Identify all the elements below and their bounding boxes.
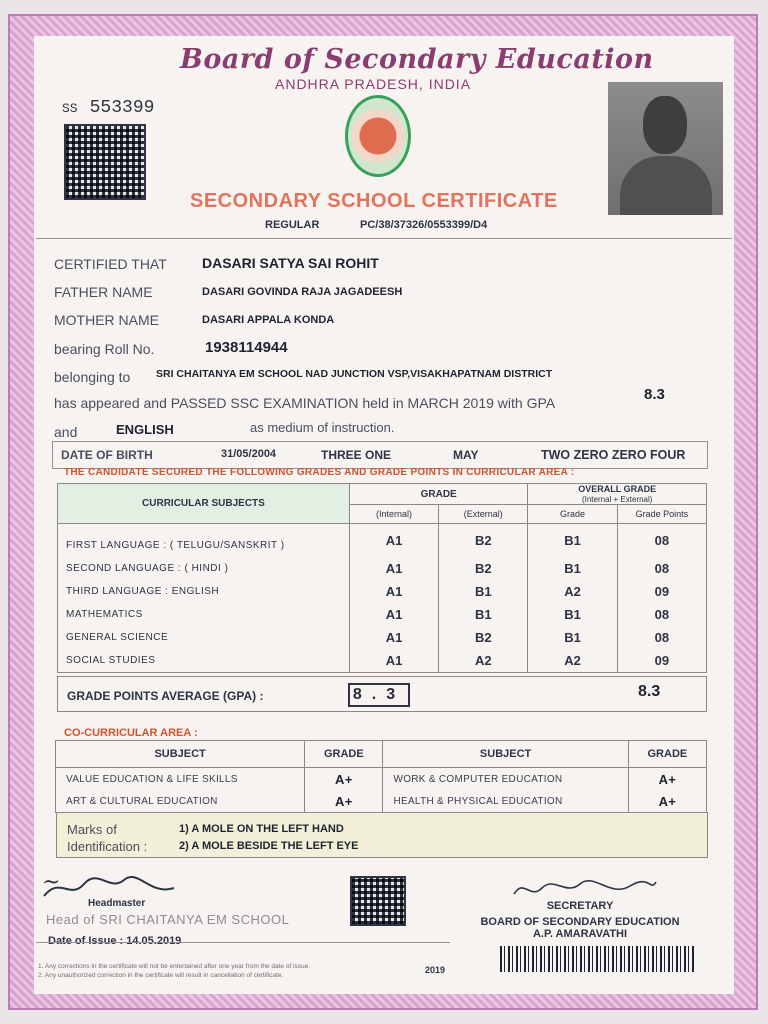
identification-mark-1: 1) A MOLE ON THE LEFT HAND [179, 823, 344, 835]
table-row: GENERAL SCIENCE A1 B2 B1 08 [58, 626, 707, 649]
notes [38, 962, 448, 980]
col-subject-left: SUBJECT [56, 741, 305, 768]
col-subjects: CURRICULAR SUBJECTS [58, 484, 350, 524]
state-emblem [345, 95, 411, 177]
dob-day-words: THREE ONE [321, 448, 392, 462]
candidate-type: REGULAR [265, 219, 320, 231]
dob-year-words: TWO ZERO ZERO FOUR [541, 448, 686, 462]
grades-caption: THE CANDIDATE SECURED THE FOLLOWING GRADES AND GRADE POINTS IN CURRICULAR AREA : [64, 467, 575, 478]
col-grade-left: GRADE [305, 741, 383, 768]
secretary-block [470, 900, 690, 940]
col-grade: GRADE [349, 484, 528, 505]
col-overall-grade: Grade [528, 505, 617, 524]
cocurricular-caption: CO-CURRICULAR AREA : [64, 727, 198, 739]
col-overall: OVERALL GRADE (Internal + External) [528, 484, 707, 505]
father-label: FATHER NAME [54, 284, 153, 300]
date-of-issue: Date of Issue : 14.05.2019 [48, 935, 182, 947]
divider [36, 238, 732, 239]
gpa-statement-value: 8.3 [644, 386, 665, 403]
gpa-box: 8.3 [348, 683, 410, 707]
gpa-row [57, 676, 707, 712]
passed-statement: has appeared and PASSED SSC EXAMINATION held in MARCH 2019 with GPA [54, 395, 556, 411]
table-row: VALUE EDUCATION & LIFE SKILLS A+ WORK & COMPUTER EDUCATION A+ [56, 768, 707, 791]
identification-label: Marks of Identification : [67, 822, 148, 854]
cocurricular-table [55, 740, 707, 813]
gpa-value: 8.3 [638, 683, 661, 700]
table-row: FIRST LANGUAGE : ( TELUGU/SANSKRIT ) A1 B2 B1 08 [58, 524, 707, 558]
reference-number: PC/38/37326/0553399/D4 [360, 219, 488, 231]
secretary-title: SECRETARY [546, 900, 614, 912]
serial-number: SS 553399 [62, 98, 155, 118]
school-name: SRI CHAITANYA EM SCHOOL NAD JUNCTION VSP,VISAKHAPATNAM DISTRICT [156, 368, 553, 380]
dob-label: DATE OF BIRTH [61, 448, 153, 462]
col-internal: (Internal) [349, 505, 438, 524]
col-subject-right: SUBJECT [383, 741, 628, 768]
col-external: (External) [439, 505, 528, 524]
secretary-signature [510, 876, 660, 902]
table-row: ART & CULTURAL EDUCATION A+ HEALTH & PHYSICAL EDUCATION A+ [56, 790, 707, 813]
certificate-title: SECONDARY SCHOOL CERTIFICATE [190, 190, 558, 212]
dob-value: 31/05/2004 [221, 448, 277, 460]
mother-name: DASARI APPALA KONDA [202, 314, 335, 326]
dob-row [52, 441, 708, 469]
board-title: Board of Secondary Education [180, 44, 654, 75]
certificate-year: 2019 [425, 965, 446, 975]
qr-code [64, 124, 146, 200]
school-stamp: Head of SRI CHAITANYA EM SCHOOL [46, 912, 290, 927]
table-row: SOCIAL STUDIES A1 A2 A2 09 [58, 649, 707, 673]
col-grade-points: Grade Points [617, 505, 706, 524]
table-row: MATHEMATICS A1 B1 B1 08 [58, 603, 707, 626]
candidate-photo [608, 82, 723, 215]
certified-label: CERTIFIED THAT [54, 256, 167, 272]
and-label: and [54, 424, 78, 440]
headmaster-title: Headmaster [88, 898, 146, 909]
roll-number: 1938114944 [205, 339, 288, 356]
medium-label: as medium of instruction. [250, 420, 395, 435]
note-2: 2. Any unauthorized correction in the certificate will result in cancellation of certificate. [38, 972, 284, 979]
headmaster-signature: ~ [42, 870, 61, 895]
identification-mark-2: 2) A MOLE BESIDE THE LEFT EYE [179, 840, 359, 852]
footer-qr-code [350, 876, 406, 926]
secretary-board: BOARD OF SECONDARY EDUCATION [480, 916, 680, 928]
dob-month: MAY [453, 448, 479, 462]
table-row: THIRD LANGUAGE : ENGLISH A1 B1 A2 09 [58, 580, 707, 603]
roll-label: bearing Roll No. [54, 341, 155, 357]
table-row: SECOND LANGUAGE : ( HINDI ) A1 B2 B1 08 [58, 557, 707, 580]
grades-table [57, 483, 707, 673]
identification-marks [56, 812, 708, 858]
medium: ENGLISH [116, 422, 174, 437]
board-state: ANDHRA PRADESH, INDIA [275, 76, 472, 92]
gpa-label: GRADE POINTS AVERAGE (GPA) : [67, 689, 264, 703]
candidate-name: DASARI SATYA SAI ROHIT [202, 255, 379, 271]
note-1: 1. Any corrections in the certificate will not be entertained after one year from the date of issue. [38, 963, 311, 970]
col-grade-right: GRADE [628, 741, 706, 768]
secretary-place: A.P. AMARAVATHI [532, 928, 628, 940]
barcode [500, 946, 696, 972]
mother-label: MOTHER NAME [54, 312, 159, 328]
father-name: DASARI GOVINDA RAJA JAGADEESH [202, 286, 403, 298]
belonging-label: belonging to [54, 369, 131, 385]
